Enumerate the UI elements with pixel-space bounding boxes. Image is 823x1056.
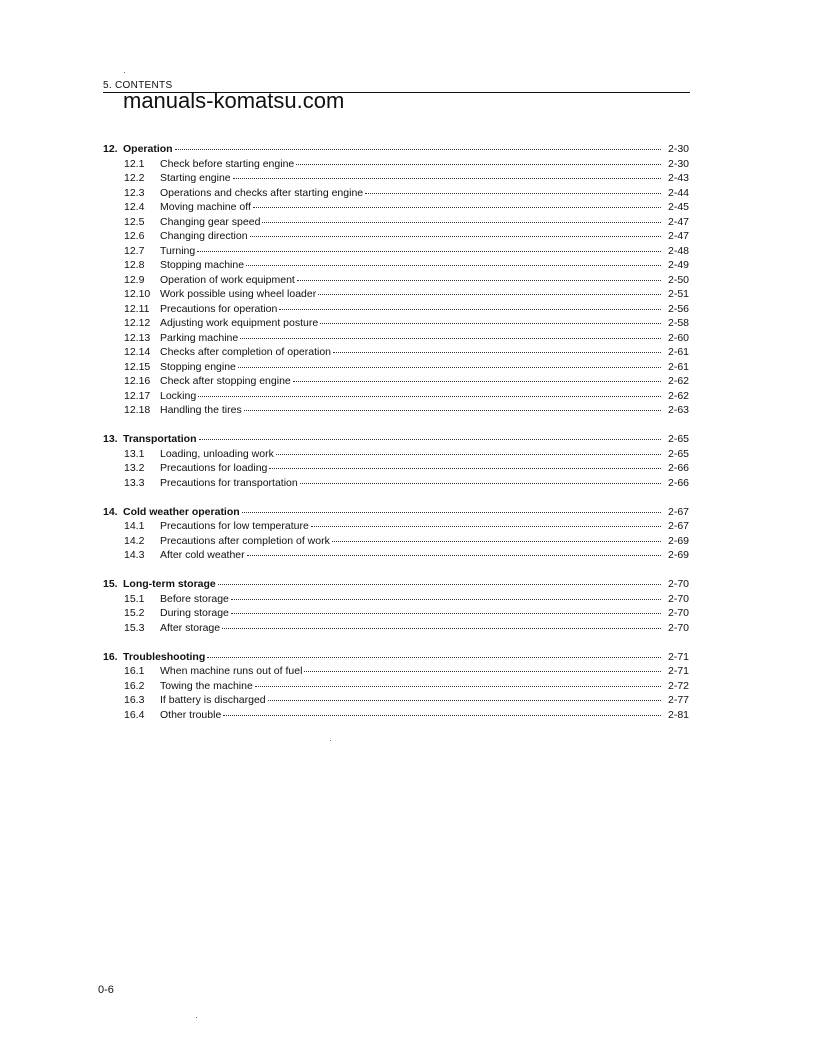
toc-entry-page: 2-60 bbox=[667, 331, 689, 344]
toc-subentry[interactable] bbox=[103, 259, 689, 274]
toc-entry-number: 12.11 bbox=[124, 302, 150, 315]
toc-entry-page: 2-72 bbox=[667, 679, 689, 692]
toc-entry-number: 12.17 bbox=[124, 389, 151, 402]
dot-leader bbox=[279, 309, 661, 310]
toc-entry-number: 12.12 bbox=[124, 317, 151, 329]
watermark-text: manuals-komatsu.com bbox=[123, 88, 345, 113]
section-gap bbox=[103, 564, 689, 579]
toc-entry-page: 2-66 bbox=[667, 476, 689, 489]
toc-entry-number: 13. bbox=[103, 433, 118, 445]
section-header: 5. CONTENTS bbox=[103, 80, 173, 91]
toc-entry-page: 2-51 bbox=[667, 288, 689, 300]
toc-entry-page: 2-45 bbox=[667, 201, 689, 213]
toc-entry-title: Adjusting work equipment posture bbox=[160, 317, 319, 329]
toc-chapter[interactable] bbox=[103, 433, 689, 448]
toc-entry-number: 15.3 bbox=[124, 621, 145, 634]
toc-entry-title: Stopping machine bbox=[160, 259, 245, 271]
toc-entry-page: 2-48 bbox=[667, 244, 689, 257]
dot-leader bbox=[268, 700, 661, 701]
toc-entry-page: 2-61 bbox=[667, 360, 689, 373]
dot-leader bbox=[218, 584, 661, 585]
toc-entry-title: Long-term storage bbox=[123, 578, 216, 590]
section-gap bbox=[103, 419, 689, 434]
toc-entry-title: Check after stopping engine bbox=[160, 375, 291, 387]
toc-entry-page: 2-69 bbox=[667, 534, 689, 547]
toc-entry-title: After cold weather bbox=[160, 549, 245, 561]
toc-entry-title: Towing the machine bbox=[160, 679, 253, 692]
toc-entry-title: Precautions after completion of work bbox=[160, 534, 330, 547]
toc-entry-number: 12.15 bbox=[124, 360, 151, 373]
toc-entry-number: 16.1 bbox=[124, 665, 145, 677]
toc-entry-page: 2-62 bbox=[667, 389, 689, 402]
scan-speck bbox=[330, 740, 331, 741]
toc-subentry[interactable] bbox=[103, 216, 689, 231]
toc-entry-page: 2-77 bbox=[667, 694, 689, 706]
toc-entry-title: Locking bbox=[160, 389, 197, 402]
toc-entry-page: 2-67 bbox=[667, 505, 689, 518]
dot-leader bbox=[293, 381, 661, 382]
toc-subentry[interactable] bbox=[103, 158, 689, 173]
toc-subentry[interactable] bbox=[103, 622, 689, 637]
toc-entry-page: 2-56 bbox=[667, 302, 689, 315]
table-of-contents bbox=[103, 143, 689, 723]
toc-entry-page: 2-67 bbox=[667, 520, 689, 532]
toc-entry-page: 2-70 bbox=[667, 578, 689, 590]
toc-subentry[interactable] bbox=[103, 680, 689, 695]
dot-leader bbox=[269, 468, 661, 469]
toc-entry-number: 12.8 bbox=[124, 259, 145, 271]
toc-entry-title: When machine runs out of fuel bbox=[160, 665, 303, 677]
toc-entry-number: 13.1 bbox=[124, 447, 145, 460]
toc-entry-title: Troubleshooting bbox=[123, 650, 206, 663]
toc-subentry[interactable] bbox=[103, 317, 689, 332]
dot-leader bbox=[175, 149, 661, 150]
toc-entry-number: 15.2 bbox=[124, 607, 145, 619]
section-gap bbox=[103, 491, 689, 506]
toc-entry-title: Work possible using wheel loader bbox=[160, 288, 317, 300]
toc-entry-title: Cold weather operation bbox=[123, 505, 240, 518]
toc-subentry[interactable] bbox=[103, 201, 689, 216]
toc-subentry[interactable] bbox=[103, 694, 689, 709]
toc-chapter[interactable] bbox=[103, 143, 689, 158]
toc-entry-number: 12.9 bbox=[124, 273, 145, 286]
toc-entry-title: Precautions for transportation bbox=[160, 476, 298, 489]
toc-entry-number: 13.2 bbox=[124, 462, 145, 474]
toc-entry-page: 2-30 bbox=[667, 157, 689, 170]
toc-entry-number: 12.16 bbox=[124, 375, 151, 387]
toc-subentry[interactable] bbox=[103, 607, 689, 622]
toc-entry-number: 15. bbox=[103, 578, 118, 590]
toc-entry-number: 14. bbox=[103, 505, 118, 518]
toc-subentry[interactable] bbox=[103, 593, 689, 608]
toc-entry-number: 15.1 bbox=[124, 592, 145, 605]
dot-leader bbox=[300, 483, 661, 484]
toc-subentry[interactable] bbox=[103, 462, 689, 477]
toc-entry-number: 13.3 bbox=[124, 476, 145, 489]
toc-entry-page: 2-70 bbox=[667, 607, 689, 619]
toc-entry-title: Precautions for loading bbox=[160, 462, 268, 474]
dot-leader bbox=[198, 396, 661, 397]
toc-chapter[interactable] bbox=[103, 578, 689, 593]
toc-entry-title: After storage bbox=[160, 621, 221, 634]
toc-entry-page: 2-43 bbox=[667, 172, 689, 184]
toc-entry-page: 2-71 bbox=[667, 650, 689, 663]
toc-entry-page: 2-70 bbox=[667, 592, 689, 605]
toc-entry-title: Loading, unloading work bbox=[160, 447, 274, 460]
toc-entry-number: 12.14 bbox=[124, 346, 151, 358]
toc-entry-page: 2-63 bbox=[667, 404, 689, 416]
dot-leader bbox=[333, 352, 661, 353]
dot-leader bbox=[262, 222, 661, 223]
toc-entry-title: If battery is discharged bbox=[160, 694, 266, 706]
toc-entry-title: Checks after completion of operation bbox=[160, 346, 332, 358]
toc-entry-number: 16. bbox=[103, 650, 118, 663]
toc-entry-page: 2-65 bbox=[667, 447, 689, 460]
dot-leader bbox=[297, 280, 661, 281]
dot-leader bbox=[244, 410, 661, 411]
toc-entry-number: 12.7 bbox=[124, 244, 145, 257]
toc-entry-title: Precautions for low temperature bbox=[160, 520, 309, 532]
toc-entry-page: 2-66 bbox=[667, 462, 689, 474]
dot-leader bbox=[253, 207, 661, 208]
toc-entry-page: 2-71 bbox=[667, 665, 689, 677]
toc-subentry[interactable] bbox=[103, 375, 689, 390]
toc-entry-page: 2-30 bbox=[667, 143, 689, 155]
dot-leader bbox=[223, 715, 661, 716]
toc-entry-title: During storage bbox=[160, 607, 229, 619]
toc-entry-title: Starting engine bbox=[160, 172, 231, 184]
toc-entry-title: Turning bbox=[160, 244, 196, 257]
dot-leader bbox=[296, 164, 661, 165]
toc-subentry[interactable] bbox=[103, 172, 689, 187]
toc-entry-page: 2-44 bbox=[667, 186, 689, 199]
toc-entry-page: 2-61 bbox=[667, 346, 689, 358]
toc-entry-page: 2-58 bbox=[667, 317, 689, 329]
toc-entry-page: 2-62 bbox=[667, 375, 689, 387]
toc-subentry[interactable] bbox=[103, 477, 689, 492]
toc-entry-page: 2-81 bbox=[667, 708, 689, 721]
toc-entry-number: 12.10 bbox=[124, 288, 151, 300]
dot-leader bbox=[250, 236, 661, 237]
toc-subentry[interactable] bbox=[103, 390, 689, 405]
toc-entry-title: Parking machine bbox=[160, 331, 239, 344]
dot-leader bbox=[231, 599, 661, 600]
toc-entry-number: 14.2 bbox=[124, 534, 145, 547]
toc-entry-number: 12.1 bbox=[124, 157, 145, 170]
toc-entry-title: Other trouble bbox=[160, 708, 222, 721]
toc-subentry[interactable] bbox=[103, 274, 689, 289]
toc-subentry[interactable] bbox=[103, 230, 689, 245]
dot-leader bbox=[247, 555, 661, 556]
toc-entry-page: 2-65 bbox=[667, 433, 689, 445]
toc-subentry[interactable] bbox=[103, 404, 689, 419]
toc-subentry[interactable] bbox=[103, 535, 689, 550]
toc-entry-number: 12.5 bbox=[124, 215, 145, 228]
toc-entry-page: 2-70 bbox=[667, 621, 689, 634]
toc-entry-page: 2-50 bbox=[667, 273, 689, 286]
toc-subentry[interactable] bbox=[103, 346, 689, 361]
toc-entry-title: Operation of work equipment bbox=[160, 273, 295, 286]
toc-subentry[interactable] bbox=[103, 709, 689, 724]
dot-leader bbox=[222, 628, 661, 629]
dot-leader bbox=[320, 323, 661, 324]
toc-entry-number: 12.13 bbox=[124, 331, 151, 344]
section-gap bbox=[103, 636, 689, 651]
toc-chapter[interactable] bbox=[103, 506, 689, 521]
dot-leader bbox=[197, 251, 661, 252]
toc-subentry[interactable] bbox=[103, 361, 689, 376]
toc-entry-number: 12. bbox=[103, 143, 118, 155]
dot-leader bbox=[233, 178, 661, 179]
toc-entry-title: Moving machine off bbox=[160, 201, 251, 213]
toc-entry-page: 2-69 bbox=[667, 549, 689, 561]
toc-entry-title: Check before starting engine bbox=[160, 157, 295, 170]
scan-speck bbox=[196, 1017, 197, 1018]
toc-chapter[interactable] bbox=[103, 651, 689, 666]
toc-subentry[interactable] bbox=[103, 288, 689, 303]
toc-entry-number: 12.4 bbox=[124, 201, 145, 213]
toc-entry-number: 12.18 bbox=[124, 404, 151, 416]
toc-entry-title: Precautions for operation bbox=[160, 302, 278, 315]
dot-leader bbox=[255, 686, 661, 687]
toc-subentry[interactable] bbox=[103, 245, 689, 260]
toc-entry-title: Before storage bbox=[160, 592, 229, 605]
toc-subentry[interactable] bbox=[103, 448, 689, 463]
dot-leader bbox=[332, 541, 661, 542]
toc-subentry[interactable] bbox=[103, 303, 689, 318]
toc-entry-title: Handling the tires bbox=[160, 404, 242, 416]
toc-entry-number: 12.3 bbox=[124, 186, 145, 199]
toc-entry-number: 14.3 bbox=[124, 549, 145, 561]
toc-entry-page: 2-49 bbox=[667, 259, 689, 271]
toc-subentry[interactable] bbox=[103, 549, 689, 564]
toc-entry-number: 16.4 bbox=[124, 708, 145, 721]
page-number: 0-6 bbox=[98, 984, 114, 996]
toc-entry-number: 16.3 bbox=[124, 694, 145, 706]
toc-subentry[interactable] bbox=[103, 187, 689, 202]
toc-subentry[interactable] bbox=[103, 332, 689, 347]
toc-entry-number: 14.1 bbox=[124, 520, 145, 532]
toc-entry-title: Operation bbox=[123, 143, 173, 155]
dot-leader bbox=[207, 657, 661, 658]
toc-subentry[interactable] bbox=[103, 665, 689, 680]
toc-entry-title: Stopping engine bbox=[160, 360, 236, 373]
toc-entry-title: Transportation bbox=[123, 433, 197, 445]
toc-entry-page: 2-47 bbox=[667, 215, 689, 228]
toc-entry-number: 12.2 bbox=[124, 172, 145, 184]
dot-leader bbox=[240, 338, 661, 339]
dot-leader bbox=[365, 193, 661, 194]
dot-leader bbox=[242, 512, 661, 513]
dot-leader bbox=[311, 526, 661, 527]
dot-leader bbox=[238, 367, 661, 368]
toc-entry-number: 16.2 bbox=[124, 679, 145, 692]
toc-entry-title: Changing direction bbox=[160, 230, 248, 242]
toc-entry-title: Changing gear speed bbox=[160, 215, 261, 228]
dot-leader bbox=[246, 265, 661, 266]
dot-leader bbox=[318, 294, 661, 295]
toc-entry-number: 12.6 bbox=[124, 230, 145, 242]
dot-leader bbox=[276, 454, 661, 455]
toc-subentry[interactable] bbox=[103, 520, 689, 535]
dot-leader bbox=[304, 671, 661, 672]
toc-entry-title: Operations and checks after starting engine bbox=[160, 186, 364, 199]
toc-entry-page: 2-47 bbox=[667, 230, 689, 242]
dot-leader bbox=[231, 613, 661, 614]
dot-leader bbox=[199, 439, 661, 440]
scan-speck bbox=[124, 72, 125, 73]
